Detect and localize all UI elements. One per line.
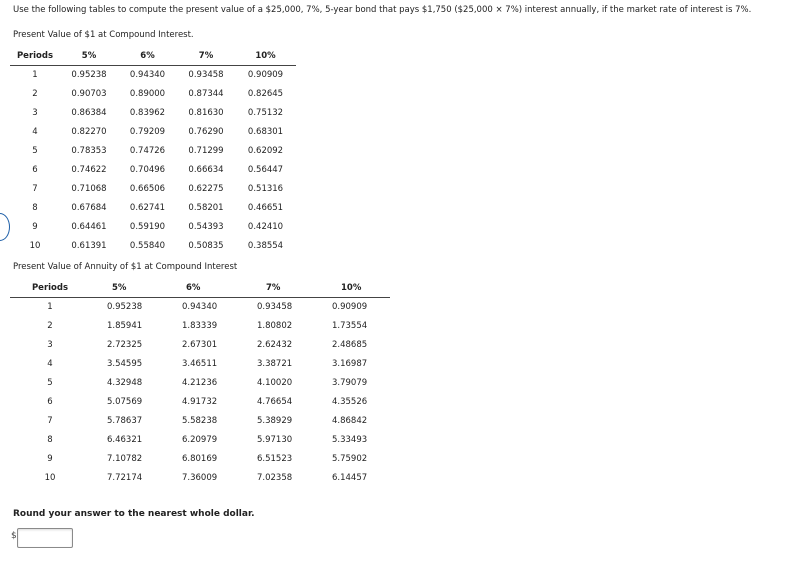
factor-cell: 0.74622 xyxy=(71,164,107,175)
factor-cell: 7.72174 xyxy=(107,472,143,483)
annuity-table-caption: Present Value of Annuity of $1 at Compound Interest xyxy=(13,262,238,272)
header-7-percent: 7% xyxy=(177,48,235,65)
question-marker-icon[interactable] xyxy=(0,213,10,241)
factor-cell: 3.16987 xyxy=(332,358,368,369)
annuity-table-body xyxy=(10,297,390,487)
factor-cell: 0.54393 xyxy=(188,221,224,232)
factor-cell: 6.46321 xyxy=(107,434,143,445)
period-cell: 4 xyxy=(47,358,53,369)
table-row xyxy=(10,430,390,449)
factor-cell: 3.79079 xyxy=(332,377,368,388)
table-row xyxy=(10,411,390,430)
header-5-percent: 5% xyxy=(60,48,118,65)
header-7-percent: 7% xyxy=(240,280,315,297)
table-row xyxy=(10,84,296,103)
factor-cell: 0.89000 xyxy=(129,88,166,99)
factor-cell: 0.76290 xyxy=(188,126,224,137)
factor-cell: 0.93458 xyxy=(188,69,224,80)
factor-cell: 0.87344 xyxy=(188,88,224,99)
factor-cell: 0.56447 xyxy=(247,164,284,175)
table-row xyxy=(10,160,296,179)
period-cell: 4 xyxy=(32,126,38,137)
factor-cell: 6.51523 xyxy=(257,453,293,464)
period-cell: 1 xyxy=(47,301,53,312)
header-5-percent: 5% xyxy=(90,280,165,297)
factor-cell: 4.10020 xyxy=(257,377,293,388)
table-row xyxy=(10,103,296,122)
table-row xyxy=(10,198,296,217)
factor-cell: 5.58238 xyxy=(182,415,218,426)
factor-cell: 0.78353 xyxy=(71,145,107,156)
factor-cell: 0.62741 xyxy=(129,202,166,213)
period-cell: 10 xyxy=(44,472,56,483)
period-cell: 9 xyxy=(32,221,38,232)
factor-cell: 0.55840 xyxy=(129,240,166,251)
table-row xyxy=(10,122,296,141)
factor-cell: 0.90909 xyxy=(247,69,284,80)
period-cell: 8 xyxy=(47,434,53,445)
factor-cell: 2.48685 xyxy=(332,339,368,350)
factor-cell: 7.10782 xyxy=(107,453,143,464)
period-cell: 6 xyxy=(32,164,38,175)
table-row xyxy=(10,141,296,160)
annuity-table xyxy=(10,280,390,487)
factor-cell: 0.42410 xyxy=(247,221,284,232)
period-cell: 6 xyxy=(47,396,53,407)
factor-cell: 5.33493 xyxy=(332,434,368,445)
factor-cell: 3.38721 xyxy=(257,358,293,369)
header-10-percent: 10% xyxy=(315,280,390,297)
factor-cell: 5.97130 xyxy=(257,434,293,445)
factor-cell: 3.54595 xyxy=(107,358,143,369)
factor-cell: 0.50835 xyxy=(188,240,224,251)
table-row xyxy=(10,392,390,411)
period-cell: 3 xyxy=(32,107,38,118)
table-header-row xyxy=(10,280,390,297)
factor-cell: 4.21236 xyxy=(182,377,218,388)
table-header-row xyxy=(10,48,296,65)
question-instruction: Use the following tables to compute the present value of a $25,000, 7%, 5-year bond that pays $1,750 ($25,000 × 7%) interest annually, if the market rate of interest is 7%. xyxy=(13,5,752,15)
factor-cell: 4.86842 xyxy=(332,415,368,426)
factor-cell: 0.70496 xyxy=(129,164,166,175)
factor-cell: 4.76654 xyxy=(257,396,293,407)
period-cell: 5 xyxy=(47,377,53,388)
factor-cell: 6.80169 xyxy=(182,453,218,464)
factor-cell: 0.68301 xyxy=(247,126,284,137)
factor-cell: 0.67684 xyxy=(71,202,107,213)
factor-cell: 1.73554 xyxy=(332,320,368,331)
factor-cell: 0.95238 xyxy=(71,69,107,80)
factor-cell: 0.82270 xyxy=(71,126,107,137)
factor-cell: 0.46651 xyxy=(247,202,284,213)
factor-cell: 0.82645 xyxy=(247,88,284,99)
period-cell: 7 xyxy=(47,415,53,426)
factor-cell: 1.83339 xyxy=(182,320,218,331)
factor-cell: 4.91732 xyxy=(182,396,218,407)
factor-cell: 0.64461 xyxy=(71,221,107,232)
period-cell: 10 xyxy=(29,240,41,251)
factor-cell: 6.20979 xyxy=(182,434,218,445)
table-row xyxy=(10,335,390,354)
factor-cell: 0.62275 xyxy=(188,183,224,194)
factor-cell: 2.62432 xyxy=(257,339,293,350)
factor-cell: 2.67301 xyxy=(182,339,218,350)
period-cell: 9 xyxy=(47,453,53,464)
factor-cell: 7.02358 xyxy=(257,472,293,483)
pv-table-caption: Present Value of $1 at Compound Interest. xyxy=(13,30,194,40)
header-6-percent: 6% xyxy=(118,48,177,65)
period-cell: 2 xyxy=(32,88,38,99)
factor-cell: 6.14457 xyxy=(332,472,368,483)
factor-cell: 0.86384 xyxy=(71,107,107,118)
period-cell: 2 xyxy=(47,320,53,331)
factor-cell: 0.95238 xyxy=(107,301,143,312)
factor-cell: 0.94340 xyxy=(182,301,218,312)
table-row xyxy=(10,65,296,84)
factor-cell: 0.51316 xyxy=(247,183,284,194)
factor-cell: 0.93458 xyxy=(257,301,293,312)
table-row xyxy=(10,354,390,373)
factor-cell: 0.81630 xyxy=(188,107,224,118)
period-cell: 8 xyxy=(32,202,38,213)
factor-cell: 0.83962 xyxy=(129,107,166,118)
factor-cell: 5.38929 xyxy=(257,415,293,426)
factor-cell: 2.72325 xyxy=(107,339,143,350)
factor-cell: 0.75132 xyxy=(247,107,284,118)
currency-symbol: $ xyxy=(11,531,17,541)
table-row xyxy=(10,468,390,487)
header-10-percent: 10% xyxy=(235,48,296,65)
factor-cell: 0.38554 xyxy=(247,240,284,251)
period-cell: 1 xyxy=(32,69,38,80)
factor-cell: 0.61391 xyxy=(71,240,107,251)
factor-cell: 0.66634 xyxy=(188,164,224,175)
factor-cell: 0.74726 xyxy=(129,145,166,156)
period-cell: 5 xyxy=(32,145,38,156)
rounding-instruction: Round your answer to the nearest whole dollar. xyxy=(13,509,255,519)
present-value-table xyxy=(10,48,296,255)
table-row xyxy=(10,297,390,316)
factor-cell: 1.80802 xyxy=(257,320,293,331)
header-6-percent: 6% xyxy=(165,280,240,297)
table-row xyxy=(10,316,390,335)
factor-cell: 4.35526 xyxy=(332,396,368,407)
factor-cell: 0.90909 xyxy=(332,301,368,312)
factor-cell: 0.90703 xyxy=(71,88,107,99)
answer-input[interactable] xyxy=(17,528,73,548)
factor-cell: 5.78637 xyxy=(107,415,143,426)
header-periods: Periods xyxy=(10,280,90,297)
header-periods: Periods xyxy=(10,48,60,65)
factor-cell: 0.62092 xyxy=(247,145,284,156)
table-row xyxy=(10,373,390,392)
table-row xyxy=(10,236,296,255)
table-row xyxy=(10,179,296,198)
factor-cell: 4.32948 xyxy=(107,377,143,388)
factor-cell: 5.75902 xyxy=(332,453,368,464)
factor-cell: 0.71299 xyxy=(188,145,224,156)
factor-cell: 0.94340 xyxy=(129,69,166,80)
factor-cell: 0.66506 xyxy=(129,183,166,194)
factor-cell: 5.07569 xyxy=(107,396,143,407)
factor-cell: 0.59190 xyxy=(129,221,166,232)
factor-cell: 0.71068 xyxy=(71,183,107,194)
period-cell: 7 xyxy=(32,183,38,194)
table-row xyxy=(10,217,296,236)
table-row xyxy=(10,449,390,468)
period-cell: 3 xyxy=(47,339,53,350)
factor-cell: 3.46511 xyxy=(182,358,218,369)
pv-table-body xyxy=(10,65,296,255)
factor-cell: 7.36009 xyxy=(182,472,218,483)
factor-cell: 0.58201 xyxy=(188,202,224,213)
factor-cell: 1.85941 xyxy=(107,320,143,331)
factor-cell: 0.79209 xyxy=(129,126,166,137)
